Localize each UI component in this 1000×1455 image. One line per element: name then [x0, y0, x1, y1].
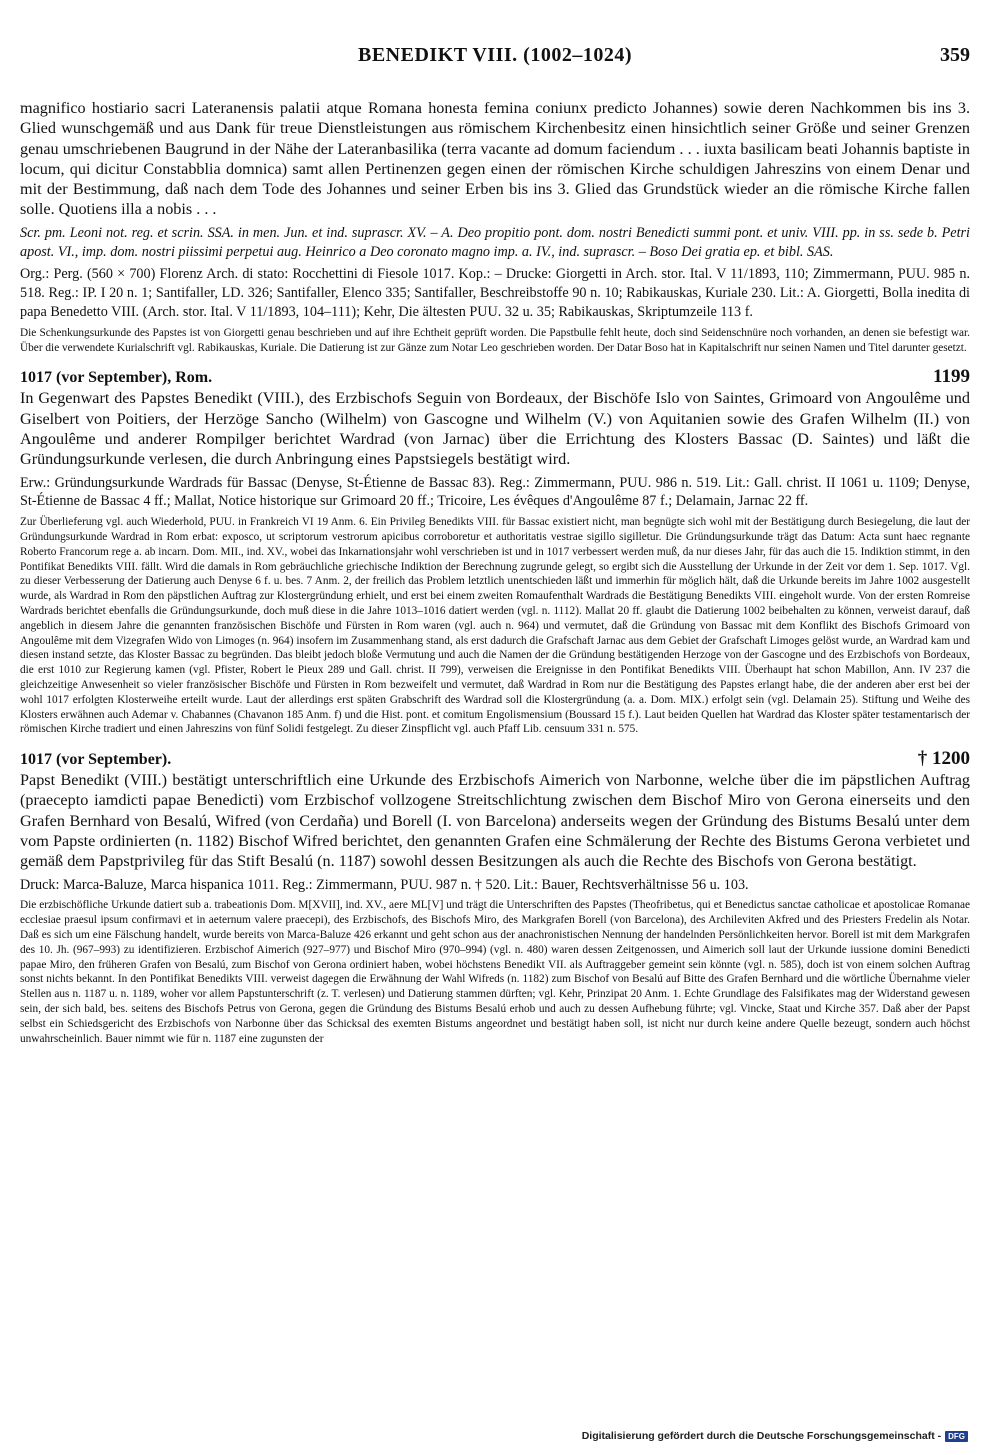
entry-1199-number: 1199 — [933, 366, 970, 388]
entry-1199-heading — [20, 367, 970, 388]
digitization-credit-text: Digitalisierung gefördert durch die Deutsche Forschungsgemeinschaft - — [581, 1430, 942, 1442]
digitization-credit — [582, 1430, 968, 1442]
entry-1200-sources: Druck: Marca-Baluze, Marca hispanica 1011. Reg.: Zimmermann, PUU. 987 n. † 520. Lit.: Bauer, Rechtsverhältnisse 56 u. 103. — [20, 876, 749, 893]
entry-1199-date-place: 1017 (vor September), Rom. — [20, 369, 213, 387]
entry-1200-summary: Papst Benedikt (VIII.) bestätigt unterschriftlich eine Urkunde des Erzbischofs Aimerich von Narbonne, welche über die im päpstlichen Auftrag (praecepto iamdicti papae Benedicti) vom Erzbischof vollzogene Streitschlichtung zwischen dem Bischof Miro von Gerona einerseits und den Grafen Bernhard von Besalú, Wifred (von Cerdaña) und Borell (I. von Barcelona) anderseits wegen der Gründung des Bistums Besalú unter dem vom Papste ordinierten (n. 1182) Bischof Wifred berichtet, den genannten Grafen eine Schmälerung der Rechte des Bistums Gerona verbietet und gemäß dem Papstprivileg für das Stift Besalú (n. 1187) sowohl dessen Besitzungen als auch die Rechte des Bischofs von Gerona bestätigt. — [20, 771, 970, 871]
dfg-logo: DFG — [945, 1431, 968, 1442]
entry-1199-sources: Erw.: Gründungsurkunde Wardrads für Bassac (Denyse, St-Étienne de Bassac 83). Reg.: Zimmermann, PUU. 986 n. 519. Lit.: Gall. christ. II 1061 u. 1109; Denyse, St-Étienne de Bassac 4 ff.; Mallat, Notice historique sur Grimoard 20 ff.; Tricoire, Les évêques d'Angoulême 87 f.; Delamain, Jarnac 22 ff. — [20, 474, 970, 510]
prev-entry-sources: Org.: Perg. (560 × 700) Florenz Arch. di stato: Rocchettini di Fiesole 1017. Kop.: – Drucke: Giorgetti in Arch. stor. Ital. V 11/1893, 110; Zimmermann, PUU. 985 n. 518. Reg.: IP. I 20 n. 1; Santifaller, LD. 326; Santifaller, Elenco 335; Santifaller, Beschreibstoffe 90 n. 10; Rabikauskas, Kuriale 230. Lit.: A. Giorgetti, Bolla inedita di papa Benedetto VIII. (Arch. stor. Ital. V 11/1893, 104–111); Kehr, Die ältesten PUU. 32 u. 35; Rabikauskas, Skriptumzeile 113 f. — [20, 266, 970, 320]
page-body — [20, 98, 970, 1046]
entry-1200-commentary: Die erzbischöfliche Urkunde datiert sub a. trabeationis Dom. M[XVII], ind. XV., aere ML[V] und trägt die Unterschriften des Papstes (Theofribetus, qui et Benedictus sanctae catholicae et apostolicae Romanae ecclesiae praesul ipsum confirmavi et in aeternum valere praecepi), des Erzbischofs, des Bischofs Miro, des Markgrafen Borell (von Barcelona), des Archileviten Akfred und des Priesters Fredelin als Notar. Daß es sich um eine Fälschung handelt, wurde bereits von Marca-Baluze 426 erkannt und geht schon aus der anachronistischen Nennung der handelnden Persönlichkeiten hervor. Borell ist mit dem Markgrafen des 10. Jh. (967–993) zu identifizieren. Erzbischof Aimerich (927–977) und Bischof Miro (970–994) (vgl. n. 480) waren dessen Zeitgenossen, und Aimerich soll laut der Urkunde iussione domini Benedicti papae Miro, den früheren Grafen von Besalú, zum Bischof von Gerona ordiniert haben, wobei höchstens Benedikt VII. als Auftraggeber gemeint sein könnte (vgl. n. 585), doch ist von einem solchen Auftrag sonst nichts bekannt. In den Pontifikat Benedikts VIII. verweist dagegen die Erwähnung der Wahl Wifreds (n. 1182) zum Bischof von Besalú auf Bitte des Grafen Bernhard und die wörtliche Übernahme vieler Stellen aus n. 1187 u. n. 1189, woher vor allem Papstunterschrift (z. T. verlesen) und Datierung stammen dürften; vgl. Kehr, Prinzipat 20 Anm. 1. Echte Grundlage des Falsifikates mag der Widerstand gewesen sein, der sich bald, bes. seitens des Bischofs Petrus von Gerona, gegen die Gründung des Bistums Besalú erhob und auch zu dessen Aufhebung führte; vgl. Vincke, Staat und Kirche 357. Daß aber der Papst selbst ein Schiedsgericht des Erzbischofs von Narbonne über das Schicksal des exemten Bistums angeordnet und bestätigt haben soll, ist nicht nur durch keine andere Quelle bezeugt, sondern auch höchst unwahrscheinlich. Bauer nimmt wie für n. 1187 eine zugunsten der — [20, 899, 970, 1045]
entry-1199-summary: In Gegenwart des Papstes Benedikt (VIII.), des Erzbischofs Seguin von Bordeaux, der Bischöfe Islo von Saintes, Grimoard von Angoulême und Giselbert von Poitiers, der Herzöge Sancho (Wilhelm) von Gascogne und Wilhelm (V.) von Aquitanien sowie des Grafen Wilhelm (II.) von Angoulême und anderer Rompilger berichtet Wardrad (von Jarnac) über die Errichtung des Klosters Bassac (D. Saintes) und läßt die Gründungsurkunde verlesen, die durch Anbringung eines Papstsiegels bestätigt wird. — [20, 389, 970, 469]
page-number: 359 — [940, 44, 970, 66]
prev-entry-subscription: Scr. pm. Leoni not. reg. et scrin. SSA. in men. Jun. et ind. suprascr. XV. – A. Deo propitio pont. dom. nostri Benedicti summi pont. et univ. VIII. pp. in ss. sede b. Petri apost. VI., imp. dom. nostri piissimi perpetui aug. Heinrico a Deo coronato magno imp. a. IV., ind. suprascr. – Boso Dei gratia ep. et bibl. SAS. — [20, 224, 970, 260]
entry-1200-number: † 1200 — [917, 748, 970, 770]
running-title: BENEDIKT VIII. (1002–1024) — [358, 44, 632, 66]
running-head — [20, 44, 970, 76]
entry-1199-commentary: Zur Überlieferung vgl. auch Wiederhold, PUU. in Frankreich VI 19 Anm. 6. Ein Privileg Benedikts VIII. für Bassac existiert nicht, man begnügte sich wohl mit der Bestätigung durch Besiegelung, die laut der Gründungsurkunde Wardrad in Rom erbat: exposco, ut scriptorum vestrorum apicibus corroboretur et authoritatis vestrae sigillo sigilletur. Die Gründungsurkunde trägt das Datum: Acta sunt haec regnante Roberto Francorum rege a. ab incarn. Dom. MII., ind. XV., wobei das Inkarnationsjahr wohl verschrieben ist und in 1017 verbessert werden muß, da nur dieses Jahr, für das auch die 15. Indiktion stimmt, in den Pontifikat Benedikts VIII. fällt. Wird die damals in Rom gebräuchliche griechische Indiktion der Berechnung zugrunde gelegt, so ergibt sich die Ausstellung der Urkunde in der Zeit vor dem 1. Sep. 1017. Vgl. zu dieser Verbesserung der Datierung auch Denyse 6 f. u. bes. 7 Anm. 2, der freilich das Problem letztlich unentschieden läßt und immerhin für möglich hält, daß die Urkunde bereits im Jahre 1002 ausgestellt wurde, als Wardrad in Rom den päpstlichen Auftrag zur Klostergründung erhielt, und erst bei einem zweiten Romaufenthalt Wardrads die Bestätigung Benedikts VIII. eingeholt wurde. Von der ersten Romreise Wardrads berichtet ebenfalls die Gründungsurkunde, doch muß diese in die Jahre 1013–1016 datiert werden (vgl. n. 1112). Mallat 20 ff. glaubt die Datierung 1002 beibehalten zu können, verweist darauf, daß angeblich in diesem Jahre die genannten französischen Bischöfe und Fürsten in Rom waren (vgl. auch n. 964) und vermutet, daß die Gründung von Bassac mit dem Konflikt des Bischofs Grimoard von Angoulême mit dem Vizegrafen Wido von Limoges (n. 964) insofern im Zusammenhang stand, als erst dadurch die Grafschaft Jarnac aus dem Gebiet der Grafschaft Limoges gelöst wurde, an Wardrad kam und diesen instand setzte, das Kloster Bassac zu begründen. Das bleibt jedoch bloße Vermutung und auch die Namen der die Gründung bestätigenden Herzoge von der Gascogne und des Erzbischofs von Bordeaux, die erst 1010 zur Regierung kamen (vgl. Pfister, Robert le Pieux 289 und Gall. christ. II 799), verweisen die Ereignisse in den Pontifikat Benedikts VIII. Überhaupt hat schon Mabillon, Ann. IV 237 die gleichzeitige Anwesenheit so vieler französischer Bischöfe und Fürsten in Rom bezweifelt und vermutet, daß Wardrad in Rom nur die Bestätigung des Papstes erlangt habe, die der anderen aber erst bei der wohl 1017 erfolgten Klosterweihe erteilt wurde. Laut der allerdings erst späten Grabschrift des Wardrad soll die Klostergründung (a. a. Dom. MIX.) erfolgt sein (vgl. Delamain 25). Stiftung und Weihe des Klosters erwähnen auch Ademar v. Chabannes (Chavanon 185 Anm. f) und die Hist. pont. et comitum Engolismensium (Boussard 15 f.). Laut beiden Quellen hat Wardrad das Kloster später testamentarisch der römischen Kirche tradiert und einen Jahreszins von fünf Solidi festgelegt. Zu dieser Zinspflicht vgl. auch Pfaff Lib. censuum 331 n. 575. — [20, 516, 970, 736]
prev-entry-summary: magnifico hostiario sacri Lateranensis palatii atque Romana honesta femina coniunx predicto Johannes) sowie deren Nachkommen bis ins 3. Glied wunschgemäß und aus Dank für treue Dienstleistungen aus römischem Kirchenbesitz einen hinsichtlich seiner Größe und seiner Grenzen genau umschriebenen Baugrund in der Nähe der Lateranbasilika (terra vacante ad domum faciendum . . . iuxta basilicam beati Johannis baptiste in locum, qui dicitur Constabblia domnica) samt allen Pertinenzen gegen einen der römischen Kirche schuldigen Jahreszins von einem Denar und mit der Bestimmung, daß nach dem Tode des Johannes und seiner Erben bis ins 3. Glied das Grundstück wieder an die römische Kirche fallen solle. Quotiens illa a nobis . . . — [20, 99, 970, 219]
entry-1200-date-place: 1017 (vor September). — [20, 751, 172, 769]
entry-1200-heading — [20, 749, 970, 770]
prev-entry-commentary: Die Schenkungsurkunde des Papstes ist von Giorgetti genau beschrieben und auf ihre Echtheit geprüft worden. Die Papstbulle fehlt heute, doch sind Seidenschnüre noch vorhanden, an denen sie befestigt war. Über die verwendete Kurialschrift vgl. Rabikauskas, Kuriale. Die Datierung ist zur Gänze zum Notar Leo geschrieben worden. Der Datar Boso hat in Kapitalschrift nur seinen Namen und Titel darunter gesetzt. — [20, 326, 970, 354]
